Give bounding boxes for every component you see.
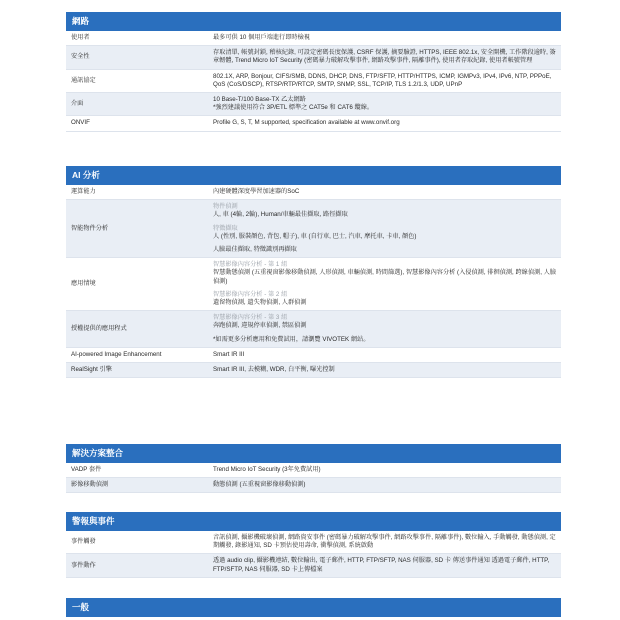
- row-label: 使用者: [71, 34, 90, 41]
- sub-heading: 物件偵測: [213, 203, 238, 211]
- table-row: [66, 363, 561, 378]
- table-row: [66, 554, 561, 577]
- general-section: [66, 598, 561, 617]
- row-label: 安全性: [71, 53, 90, 61]
- network-section: [66, 12, 561, 132]
- row-label: 應用情境: [71, 280, 96, 288]
- row-value: 內建硬體深度學習加速器的SoC: [213, 188, 300, 195]
- ai-table: [66, 185, 561, 378]
- sub-text: *如需更多分析應用和免費試用，請瀏覽 VIVOTEK 網站。: [213, 335, 370, 343]
- table-row: [66, 93, 561, 116]
- row-value: [206, 311, 561, 347]
- row-label: RealSight 引擎: [71, 366, 112, 374]
- section-header-solutions: 解決方案整合: [66, 444, 561, 463]
- row-label: 運算能力: [71, 188, 96, 195]
- sub-heading: 智慧影像內容分析 - 第 1 組: [213, 261, 288, 269]
- row-value: Smart IR III, 去模糊, WDR, 白平衡, 曝光控制: [213, 366, 335, 374]
- row-label: AI-powered Image Enhancement: [71, 350, 162, 358]
- table-row: [66, 200, 561, 258]
- row-value: [206, 200, 561, 257]
- row-label: 智能物件分析: [71, 224, 109, 232]
- row-label: 事件觸發: [71, 538, 96, 546]
- row-value: 透過 audio clip, 攝影機連結, 數位輸出, 電子郵件, HTTP, FTP/SFTP, NAS 伺服器, SD 卡 傳送事件通知 透過電子郵件, HTTP, FTP/SFTP, NAS 伺服器, SD 卡上傳檔案: [213, 557, 550, 573]
- row-label: 授權提供的應用程式: [71, 324, 127, 332]
- row-label: 事件動作: [71, 561, 96, 569]
- table-row: [66, 258, 561, 311]
- row-label: 影像移動偵測: [71, 481, 109, 489]
- table-row: [66, 531, 561, 554]
- table-row: [66, 31, 561, 46]
- sub-heading: 智慧影像內容分析 - 第 2 組: [213, 290, 288, 298]
- table-row: [66, 185, 561, 200]
- row-value: 802.1X, ARP, Bonjour, CIFS/SMB, DDNS, DHCP, DNS, FTP/SFTP, HTTP/HTTPS, ICMP, IGMPv3, IPv4, IPv6, NTP, PPPoE, QoS (CoS/DSCP), RTSP/RTP/RTCP, SMTP, SNMP, SSL, TCP/IP, TLS 1.2/1.3, UDP, UPnP: [213, 72, 552, 88]
- ai-section: [66, 166, 561, 378]
- solutions-table: [66, 463, 561, 493]
- row-label: VADP 套件: [71, 466, 102, 473]
- alarm-table: [66, 531, 561, 578]
- table-row: [66, 311, 561, 348]
- table-row: [66, 463, 561, 478]
- table-row: [66, 348, 561, 363]
- network-table: [66, 31, 561, 132]
- section-header-ai: AI 分析: [66, 166, 561, 185]
- row-value: 音訊偵測, 攝影機破壞偵測, 網路資安事件 (密碼暴力破解攻擊事件, 網路攻擊事件, 隔離事件), 數位輸入, 手動觸發, 動態偵測, 定期觸發, 錄影通知, SD 卡預估使用壽命, 衝擊偵測, 系統啟動: [213, 534, 556, 550]
- row-value: 動態偵測 (五重視窗影像移動偵測): [213, 481, 306, 489]
- row-value: 存取清單, 帳號封鎖, 稽核紀錄, 可設定密碼長度保護, CSRF 保護, 摘要驗證, HTTPS, IEEE 802.1x, 安全開機, 工作階段逾時, 簽章韌體, Trend Micro IoT Security (密碼暴力破解攻擊事件, 網路攻擊事件, 隔離事件), 使用者存取紀錄, 使用者帳號管理: [213, 49, 556, 65]
- interface-note: *強烈建議使用符合 3P/ETL 標準之 CAT5e 和 CAT6 纜線。: [213, 104, 374, 112]
- row-value: [206, 93, 561, 115]
- interface-value: 10 Base-T/100 Base-TX 乙太網路: [213, 96, 306, 104]
- table-row: [66, 478, 561, 493]
- row-value: Smart IR III: [213, 350, 245, 358]
- section-header-network: 網路: [66, 12, 561, 31]
- sub-text: 奔跑偵測, 違規停車偵測, 禁區偵測: [213, 322, 307, 330]
- sub-text: 智慧動態偵測 (五重視窗影像移動偵測, 人形偵測, 車輛偵測, 時間篩選), 智慧影像內容分析 (入侵偵測, 徘徊偵測, 跨線偵測, 人臉偵測): [213, 269, 557, 285]
- sub-text: 人, 車 (4輪, 2輪), Human/車輛最佳擷取, 路徑擷取: [213, 211, 348, 219]
- solutions-section: [66, 444, 561, 493]
- row-value: Trend Micro IoT Security (3年免費試用): [213, 466, 321, 473]
- sub-heading: 智慧影像內容分析 - 第 3 組: [213, 314, 288, 322]
- row-label: ONVIF: [71, 119, 90, 127]
- table-row: [66, 116, 561, 131]
- alarm-section: [66, 512, 561, 578]
- sub-text: 人臉最佳擷取, 特徵識別再擷取: [213, 246, 297, 254]
- sub-text: 遺留物偵測, 遺失物偵測, 人群偵測: [213, 299, 307, 307]
- row-value: [206, 258, 561, 310]
- table-row: [66, 46, 561, 69]
- row-value: Profile G, S, T, M supported, specification available at www.onvif.org: [213, 119, 400, 127]
- sub-heading: 特徵擷取: [213, 224, 238, 232]
- table-row: [66, 70, 561, 93]
- section-header-general: 一般: [66, 598, 561, 617]
- row-label: 通訊協定: [71, 76, 96, 84]
- section-header-alarm: 警報與事件: [66, 512, 561, 531]
- row-value: 最多可供 10 個用戶端進行即時檢視: [213, 34, 310, 41]
- sub-text: 人 (性別, 服裝顏色, 背包, 帽子), 車 (自行車, 巴士, 汽車, 摩托車, 卡車, 顏色): [213, 232, 417, 240]
- row-label: 介面: [71, 100, 84, 108]
